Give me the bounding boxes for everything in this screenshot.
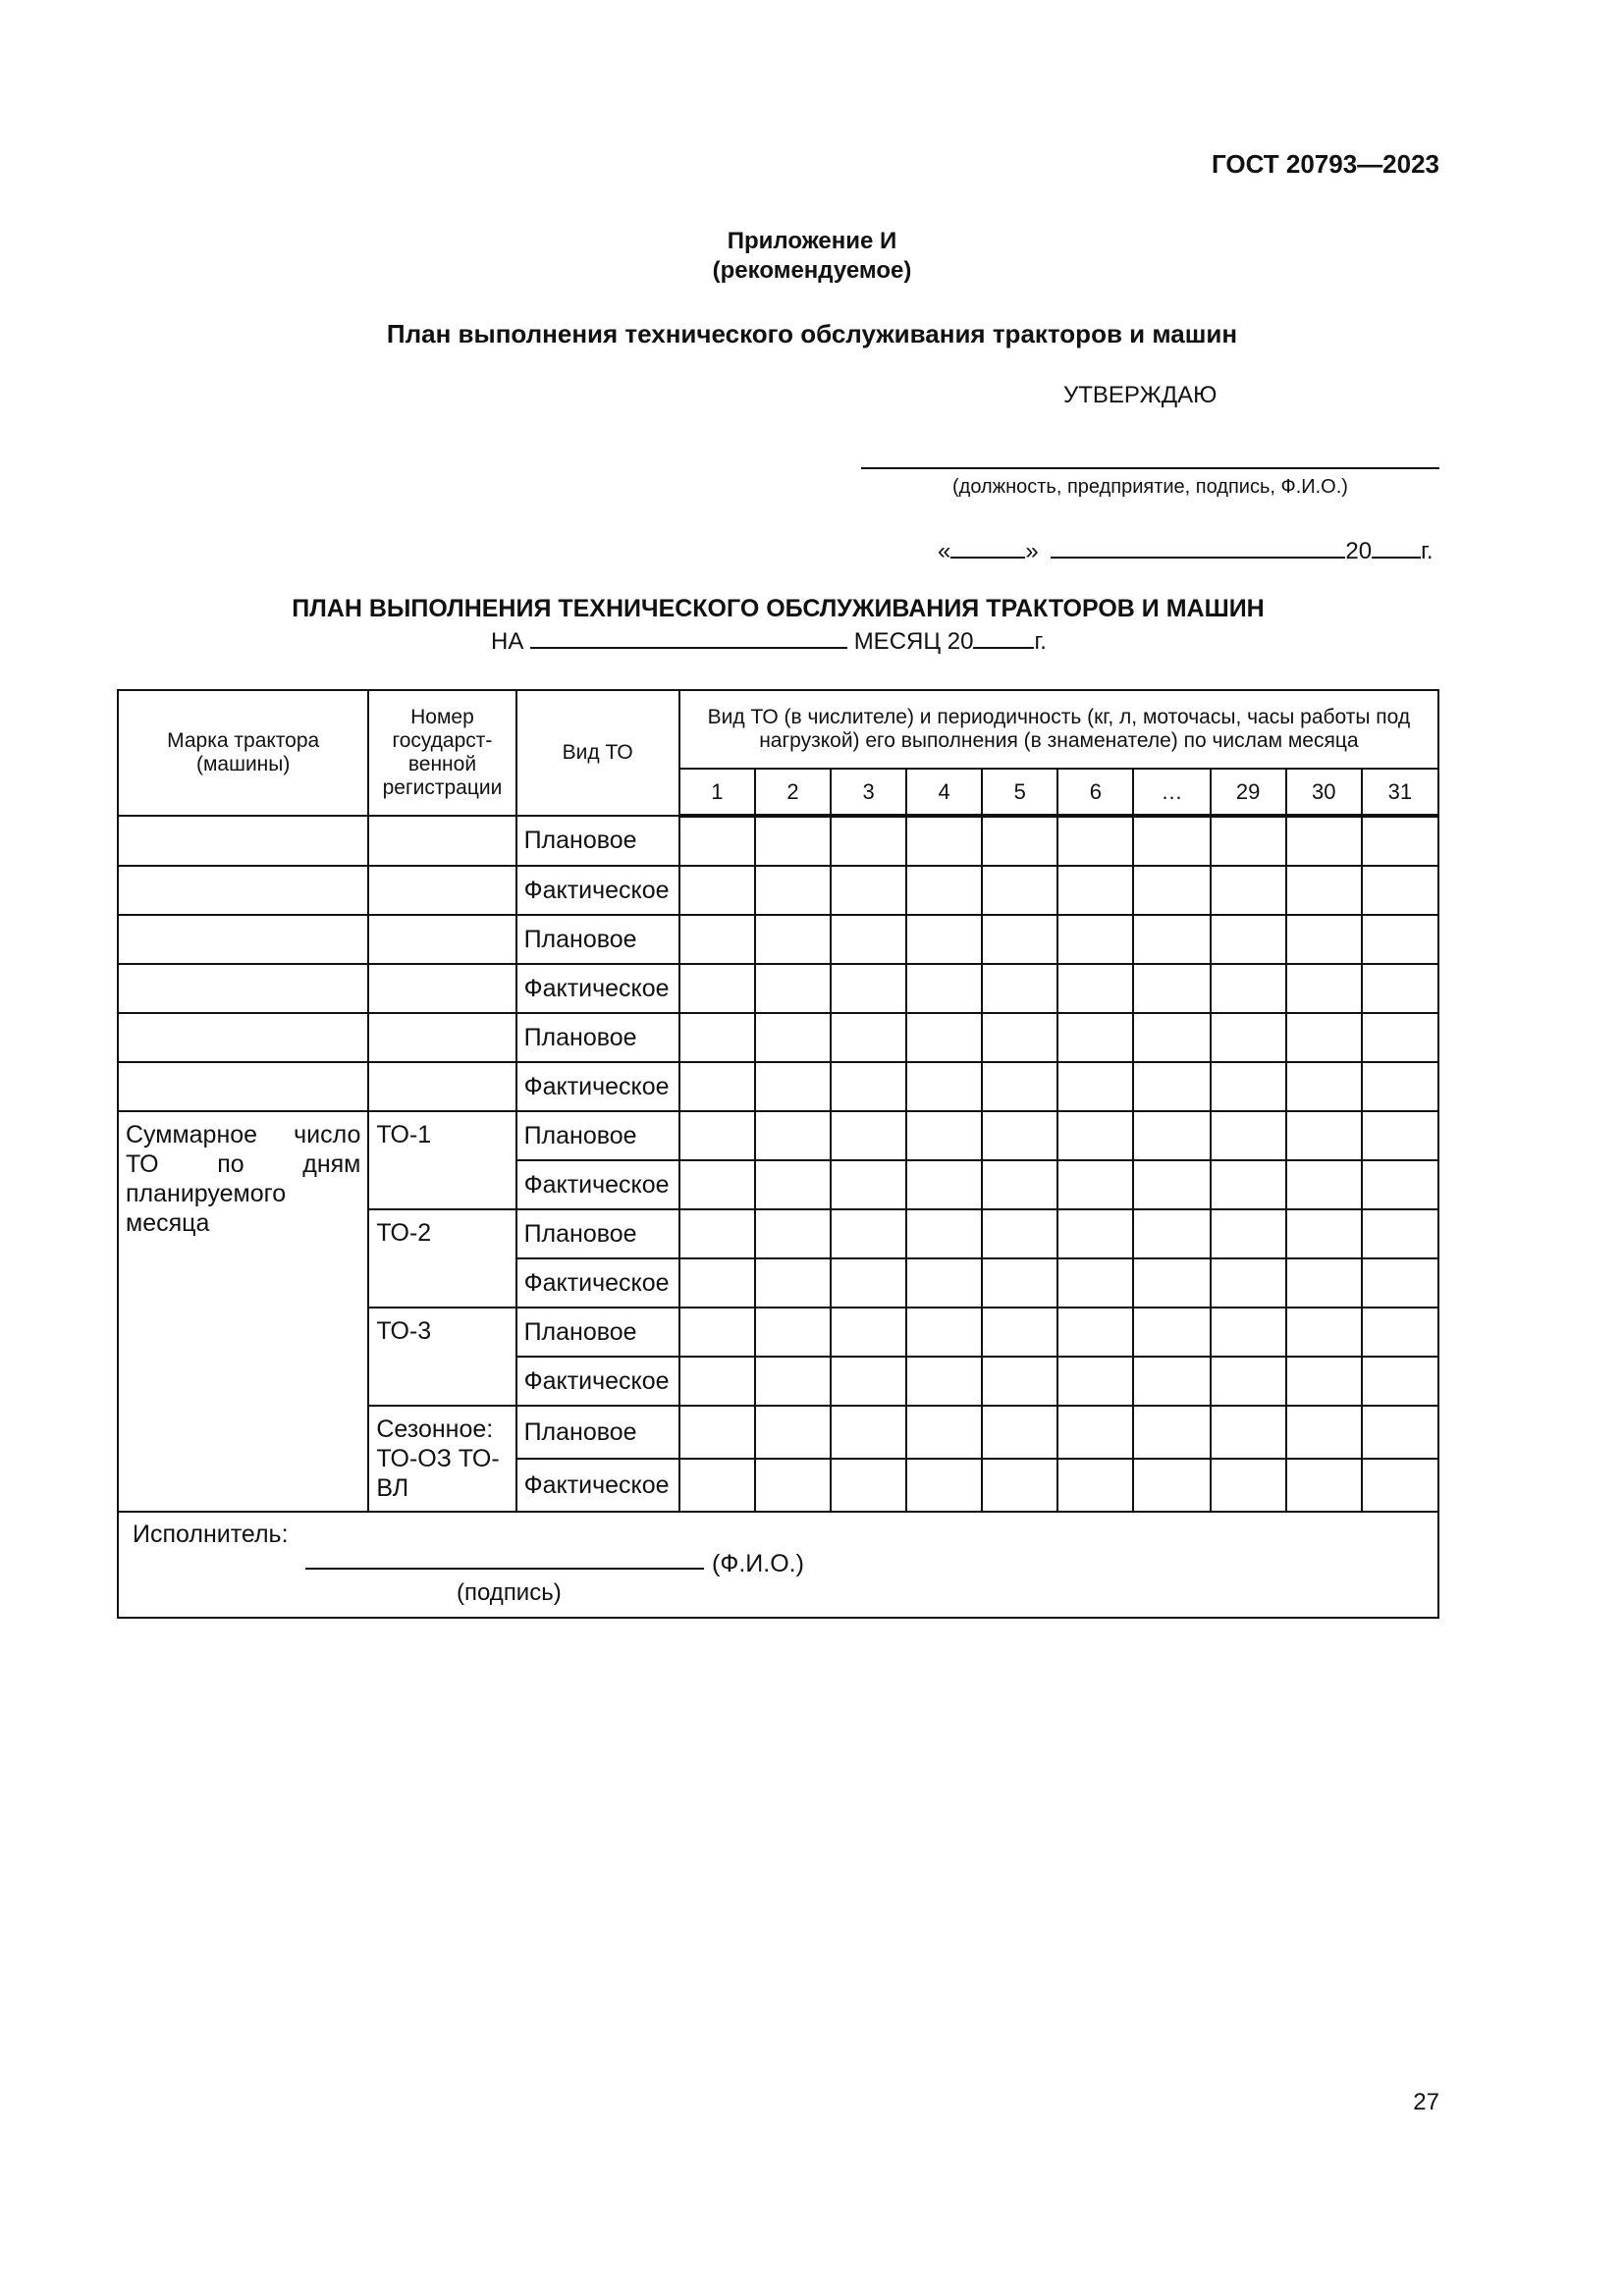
day-cell[interactable]: [1362, 1062, 1438, 1111]
brand-cell[interactable]: [118, 915, 368, 964]
executor-fio: (Ф.И.О.): [712, 1550, 804, 1577]
day-cell[interactable]: [1362, 816, 1438, 866]
day-cell[interactable]: [982, 1160, 1057, 1209]
plan-title: ПЛАН ВЫПОЛНЕНИЯ ТЕХНИЧЕСКОГО ОБСЛУЖИВАНИЯ ТРАКТОРОВ И МАШИН: [292, 595, 1265, 622]
maintenance-group-label: ТО-3: [368, 1308, 515, 1406]
kind-planned: Плановое: [516, 1209, 679, 1258]
day-cell[interactable]: [1286, 1111, 1362, 1160]
day-cell[interactable]: [1286, 1258, 1362, 1308]
day-cell[interactable]: [906, 816, 982, 866]
plan-month: МЕСЯЦ 20: [853, 628, 974, 655]
day-cell[interactable]: [831, 964, 906, 1013]
day-cell[interactable]: [1286, 1406, 1362, 1459]
day-cell[interactable]: [906, 1357, 982, 1406]
date-month-field[interactable]: [1051, 535, 1345, 559]
day-cell[interactable]: [982, 1357, 1057, 1406]
day-cell[interactable]: [755, 866, 831, 915]
day-cell[interactable]: [1362, 1258, 1438, 1308]
day-cell[interactable]: [1362, 1209, 1438, 1258]
day-cell[interactable]: [906, 1459, 982, 1512]
day-cell[interactable]: [1133, 1459, 1210, 1512]
kind-planned: Плановое: [516, 915, 679, 964]
registration-cell[interactable]: [368, 816, 515, 866]
kind-planned: Плановое: [516, 1406, 679, 1459]
maintenance-group-label: Сезонное: ТО-ОЗ ТО-ВЛ: [368, 1406, 515, 1512]
day-cell[interactable]: [982, 1111, 1057, 1160]
kind-planned: Плановое: [516, 1013, 679, 1062]
approval-label: УТВЕРЖДАЮ: [1063, 382, 1218, 408]
day-cell[interactable]: [1362, 1013, 1438, 1062]
day-cell[interactable]: [1211, 816, 1286, 866]
day-cell[interactable]: [982, 1459, 1057, 1512]
table-row: [118, 964, 1438, 1013]
day-cell[interactable]: [906, 866, 982, 915]
date-day-field[interactable]: [950, 535, 1025, 559]
kind-actual: Фактическое: [516, 1459, 679, 1512]
day-cell[interactable]: [1362, 1459, 1438, 1512]
plan-prefix: НА: [491, 628, 524, 655]
day-cell[interactable]: [982, 1308, 1057, 1357]
day-cell[interactable]: [1211, 1111, 1286, 1160]
day-cell[interactable]: [1133, 1013, 1210, 1062]
day-cell[interactable]: [1362, 915, 1438, 964]
header-kind: Вид ТО: [516, 690, 679, 816]
kind-actual: Фактическое: [516, 1357, 679, 1406]
day-cell[interactable]: [1286, 1160, 1362, 1209]
day-cell[interactable]: [679, 1209, 755, 1258]
day-cell[interactable]: [1286, 1013, 1362, 1062]
brand-cell[interactable]: [118, 1013, 368, 1062]
day-cell[interactable]: [1057, 964, 1133, 1013]
day-cell[interactable]: [1057, 1160, 1133, 1209]
day-cell[interactable]: [982, 816, 1057, 866]
plan-subtitle: [491, 625, 1047, 656]
day-cell[interactable]: [679, 1111, 755, 1160]
maintenance-plan-table: [117, 689, 1439, 1619]
day-cell[interactable]: [755, 1258, 831, 1308]
day-cell[interactable]: [982, 1258, 1057, 1308]
day-cell[interactable]: [906, 1062, 982, 1111]
day-cell[interactable]: [679, 1160, 755, 1209]
date-quote-open: «: [938, 538, 951, 564]
day-cell[interactable]: [1133, 1308, 1210, 1357]
day-cell[interactable]: [1057, 1013, 1133, 1062]
day-cell[interactable]: [906, 1013, 982, 1062]
kind-actual: Фактическое: [516, 964, 679, 1013]
day-cell[interactable]: [1133, 1111, 1210, 1160]
registration-cell[interactable]: [368, 915, 515, 964]
day-cell[interactable]: [831, 1308, 906, 1357]
day-cell[interactable]: [679, 1258, 755, 1308]
day-cell[interactable]: [1211, 1013, 1286, 1062]
registration-cell[interactable]: [368, 1062, 515, 1111]
day-cell[interactable]: [679, 1013, 755, 1062]
day-cell[interactable]: [906, 1308, 982, 1357]
day-cell[interactable]: [831, 866, 906, 915]
date-year-prefix: 20: [1345, 538, 1373, 564]
plan-year-field[interactable]: [973, 625, 1034, 649]
day-cell[interactable]: [982, 1062, 1057, 1111]
document-title: План выполнения технического обслуживания тракторов и машин: [386, 319, 1238, 348]
executor-signature-caption: (подпись): [457, 1579, 562, 1606]
day-header-10: 31: [1362, 769, 1438, 816]
day-cell[interactable]: [1057, 1308, 1133, 1357]
day-cell[interactable]: [1211, 1406, 1286, 1459]
day-header-9: 30: [1286, 769, 1362, 816]
day-cell[interactable]: [982, 1406, 1057, 1459]
date-year-field[interactable]: [1372, 535, 1421, 559]
date-quote-close: »: [1025, 538, 1039, 564]
day-cell[interactable]: [1286, 816, 1362, 866]
day-cell[interactable]: [982, 964, 1057, 1013]
appendix-note: (рекомендуемое): [712, 257, 912, 284]
day-cell[interactable]: [755, 1111, 831, 1160]
executor-signature-line[interactable]: [305, 1568, 704, 1570]
day-header-8: 29: [1211, 769, 1286, 816]
day-cell[interactable]: [1286, 1459, 1362, 1512]
approval-signature-caption: (должность, предприятие, подпись, Ф.И.О.): [952, 476, 1348, 498]
approval-date: [938, 535, 1434, 565]
plan-year-suffix: г.: [1034, 628, 1047, 655]
day-cell[interactable]: [1057, 866, 1133, 915]
day-cell[interactable]: [982, 1013, 1057, 1062]
day-cell[interactable]: [1362, 1111, 1438, 1160]
day-cell[interactable]: [679, 816, 755, 866]
day-cell[interactable]: [755, 1308, 831, 1357]
registration-cell[interactable]: [368, 1013, 515, 1062]
day-cell[interactable]: [1362, 1357, 1438, 1406]
kind-actual: Фактическое: [516, 1258, 679, 1308]
executor-block: [118, 1512, 1438, 1618]
day-cell[interactable]: [831, 1013, 906, 1062]
day-cell[interactable]: [679, 1062, 755, 1111]
day-cell[interactable]: [679, 964, 755, 1013]
day-cell[interactable]: [1057, 915, 1133, 964]
day-cell[interactable]: [1211, 964, 1286, 1013]
day-cell[interactable]: [1286, 1357, 1362, 1406]
day-cell[interactable]: [906, 1406, 982, 1459]
day-cell[interactable]: [1286, 915, 1362, 964]
day-cell[interactable]: [755, 1459, 831, 1512]
table-row: [118, 866, 1438, 915]
day-cell[interactable]: [679, 1357, 755, 1406]
day-cell[interactable]: [831, 915, 906, 964]
header-days-description: Вид ТО (в числителе) и периодичность (кг, л, моточасы, часы работы под нагрузкой) его выполнения (в знаменателе) по числам месяца: [679, 690, 1438, 769]
day-header-6: 6: [1057, 769, 1133, 816]
executor-row: [118, 1512, 1438, 1618]
registration-cell[interactable]: [368, 964, 515, 1013]
day-cell[interactable]: [1057, 1406, 1133, 1459]
day-header-1: 1: [679, 769, 755, 816]
day-cell[interactable]: [831, 1406, 906, 1459]
executor-label: Исполнитель:: [133, 1521, 289, 1548]
day-cell[interactable]: [831, 1062, 906, 1111]
day-header-5: 5: [982, 769, 1057, 816]
table-row: [118, 915, 1438, 964]
standard-number: ГОСТ 20793—2023: [1212, 149, 1439, 179]
day-cell[interactable]: [982, 915, 1057, 964]
table-row: [118, 816, 1438, 866]
day-cell[interactable]: [906, 1160, 982, 1209]
registration-cell[interactable]: [368, 866, 515, 915]
day-cell[interactable]: [982, 866, 1057, 915]
day-cell[interactable]: [679, 915, 755, 964]
day-cell[interactable]: [755, 915, 831, 964]
day-header-3: 3: [831, 769, 906, 816]
day-cell[interactable]: [1362, 964, 1438, 1013]
table-row: [118, 1062, 1438, 1111]
day-cell[interactable]: [1211, 1209, 1286, 1258]
summary-label: Суммарное число ТО по дням планируемого месяца: [118, 1111, 368, 1512]
header-brand: Марка трактора (машины): [118, 690, 368, 816]
day-header-7: …: [1133, 769, 1210, 816]
table-row: [118, 1013, 1438, 1062]
kind-planned: Плановое: [516, 1111, 679, 1160]
kind-actual: Фактическое: [516, 1062, 679, 1111]
day-cell[interactable]: [982, 1209, 1057, 1258]
day-cell[interactable]: [1211, 1062, 1286, 1111]
day-cell[interactable]: [1057, 1459, 1133, 1512]
kind-planned: Плановое: [516, 816, 679, 866]
day-cell[interactable]: [1133, 866, 1210, 915]
day-cell[interactable]: [1133, 1258, 1210, 1308]
approval-signature-line[interactable]: [861, 467, 1439, 469]
day-cell[interactable]: [1057, 816, 1133, 866]
day-cell[interactable]: [755, 1062, 831, 1111]
brand-cell[interactable]: [118, 1062, 368, 1111]
day-cell[interactable]: [755, 1013, 831, 1062]
day-cell[interactable]: [1133, 816, 1210, 866]
day-header-4: 4: [906, 769, 982, 816]
day-cell[interactable]: [1057, 1111, 1133, 1160]
day-cell[interactable]: [1211, 1160, 1286, 1209]
day-cell[interactable]: [1211, 1357, 1286, 1406]
day-cell[interactable]: [1057, 1258, 1133, 1308]
date-year-suffix: г.: [1421, 538, 1434, 564]
day-cell[interactable]: [679, 866, 755, 915]
day-cell[interactable]: [679, 1406, 755, 1459]
day-cell[interactable]: [1362, 1406, 1438, 1459]
day-cell[interactable]: [1133, 915, 1210, 964]
kind-planned: Плановое: [516, 1308, 679, 1357]
brand-cell[interactable]: [118, 866, 368, 915]
day-header-2: 2: [755, 769, 831, 816]
day-cell[interactable]: [1133, 1160, 1210, 1209]
day-cell[interactable]: [1133, 1406, 1210, 1459]
day-cell[interactable]: [755, 816, 831, 866]
day-cell[interactable]: [755, 1160, 831, 1209]
day-cell[interactable]: [831, 1258, 906, 1308]
day-cell[interactable]: [831, 1459, 906, 1512]
day-cell[interactable]: [1133, 1062, 1210, 1111]
day-cell[interactable]: [755, 964, 831, 1013]
day-cell[interactable]: [1362, 1308, 1438, 1357]
summary-row: [118, 1111, 1438, 1160]
day-cell[interactable]: [1286, 866, 1362, 915]
day-cell[interactable]: [1133, 1357, 1210, 1406]
day-cell[interactable]: [906, 1258, 982, 1308]
day-cell[interactable]: [906, 1111, 982, 1160]
day-cell[interactable]: [679, 1308, 755, 1357]
day-cell[interactable]: [1211, 866, 1286, 915]
day-cell[interactable]: [1362, 1160, 1438, 1209]
brand-cell[interactable]: [118, 816, 368, 866]
day-cell[interactable]: [831, 816, 906, 866]
page-number: 27: [1413, 2089, 1439, 2115]
day-cell[interactable]: [1133, 1209, 1210, 1258]
maintenance-group-label: ТО-1: [368, 1111, 515, 1209]
day-cell[interactable]: [831, 1160, 906, 1209]
day-cell[interactable]: [1211, 1258, 1286, 1308]
day-cell[interactable]: [1286, 964, 1362, 1013]
maintenance-group-label: ТО-2: [368, 1209, 515, 1308]
brand-cell[interactable]: [118, 964, 368, 1013]
day-cell[interactable]: [1211, 915, 1286, 964]
day-cell[interactable]: [831, 1357, 906, 1406]
day-cell[interactable]: [755, 1357, 831, 1406]
day-cell[interactable]: [906, 1209, 982, 1258]
day-cell[interactable]: [906, 964, 982, 1013]
appendix-title: Приложение И: [727, 228, 897, 254]
day-cell[interactable]: [1211, 1459, 1286, 1512]
kind-actual: Фактическое: [516, 866, 679, 915]
day-cell[interactable]: [1211, 1308, 1286, 1357]
day-cell[interactable]: [1286, 1308, 1362, 1357]
day-cell[interactable]: [1057, 1209, 1133, 1258]
kind-actual: Фактическое: [516, 1160, 679, 1209]
plan-period-field[interactable]: [530, 625, 847, 649]
day-cell[interactable]: [1362, 866, 1438, 915]
day-cell[interactable]: [1286, 1062, 1362, 1111]
day-cell[interactable]: [831, 1209, 906, 1258]
day-cell[interactable]: [906, 915, 982, 964]
day-cell[interactable]: [755, 1406, 831, 1459]
day-cell[interactable]: [1286, 1209, 1362, 1258]
day-cell[interactable]: [755, 1209, 831, 1258]
day-cell[interactable]: [831, 1111, 906, 1160]
day-cell[interactable]: [679, 1459, 755, 1512]
day-cell[interactable]: [1057, 1062, 1133, 1111]
day-cell[interactable]: [1057, 1357, 1133, 1406]
day-cell[interactable]: [1133, 964, 1210, 1013]
header-registration: Номер государст-венной регистрации: [368, 690, 515, 816]
